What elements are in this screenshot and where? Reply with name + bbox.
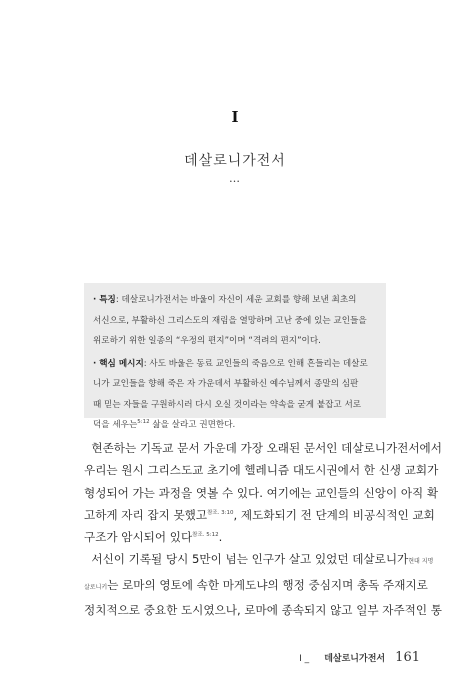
summary-message-line: 때 믿는 자들을 구원하시러 다시 오실 것이라는 약속을 굳게 붙잡고 서로	[93, 399, 362, 410]
summary-feature-text: : 데살로니가전서는 바울이 자신이 세운 교회를 향해 보낸 최초의	[115, 295, 357, 305]
verse-reference: 5:12	[137, 419, 150, 426]
summary-message-text: : 사도 바울은 동료 교인들의 죽음으로 인해 흔들리는 데살로	[143, 358, 368, 369]
body-line: 서신이 기록될 당시 5만이 넘는 인구가 살고 있었던 데살로니가현대 지명	[91, 552, 434, 567]
chapter-title: 데살로니가전서	[184, 153, 286, 169]
summary-feature	[93, 290, 377, 352]
body-line: 정치적으로 중요한 도시였으나, 로마에 종속되지 않고 일부 자주적인 통	[84, 603, 442, 618]
verse-reference: 참조. 3:10	[207, 510, 234, 517]
summary-message	[93, 354, 377, 436]
footer-title: 데살로니가전서	[324, 654, 386, 664]
summary-message-line	[93, 354, 377, 375]
summary-box	[84, 283, 386, 430]
body-line: 우리는 원시 그리스도교 초기에 헬레니즘 대도시권에서 한 신생 교회가	[84, 463, 439, 478]
page-number: 161	[395, 650, 420, 665]
place-name-note: 살로니키	[84, 583, 108, 591]
body-line: 고하게 자리 잡지 못했고$^{참조. 3:10}$, 제도화되기 전 단계의 비공식적인 교회	[84, 507, 435, 522]
summary-message-line	[93, 415, 377, 436]
summary-feature-line: 위로하기 위한 일종의 “우정의 편지”이며 “격려의 편지”이다.	[93, 336, 321, 346]
place-name-note: 현대 지명	[408, 558, 434, 566]
summary-message-text: 삶을 살라고 권면한다.	[149, 420, 236, 430]
body-line: 구조가 암시되어 있다$^{참조. 5:12}$.	[84, 530, 223, 545]
summary-feature-line: 서신으로, 부활하신 그리스도의 재림을 열망하며 고난 중에 있는 교인들을	[93, 315, 367, 326]
summary-message-line: 니가 교인들을 향해 죽은 자 가운데서 부활하신 예수님께서 종말의 심판	[93, 379, 359, 389]
page-footer	[0, 646, 420, 665]
body-line: 살로니키는 로마의 영토에 속한 마게도냐의 행정 중심지며 총독 주재지로	[84, 577, 428, 592]
summary-feature-line	[93, 290, 377, 311]
body-line: 형성되어 가는 과정을 엿볼 수 있다. 여기에는 교인들의 신앙이 아직 확	[84, 485, 439, 500]
verse-reference: 참조. 5:12	[192, 532, 219, 539]
body-line: 현존하는 기독교 문서 가운데 가장 오래된 문서인 데살로니가전서에서	[91, 441, 442, 455]
footer-section: I _	[299, 654, 310, 664]
chapter-ellipsis: …	[229, 172, 241, 185]
body-text	[84, 437, 442, 621]
chapter-number: I	[231, 108, 239, 126]
summary-feature-label: · 특징	[93, 295, 116, 305]
summary-message-text: 덕을 세우는	[93, 420, 138, 430]
summary-message-label: · 핵심 메시지	[93, 358, 144, 369]
